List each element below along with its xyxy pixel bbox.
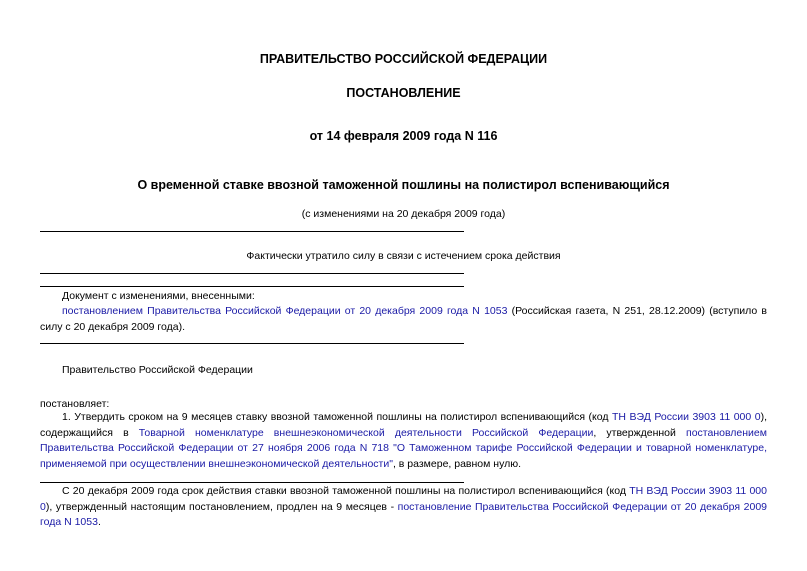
p1-text-c: , утвержденной [593,426,687,439]
changes-rest: (Российская газета, N 251, 28.12.2009) (вступило в силу с 20 декабря 2009 года). [40,305,768,333]
document-date-number: от 14 февраля 2009 года N 116 [309,129,498,143]
changes-intro: Документ с изменениями, внесенными: [62,290,255,302]
tnved-link-2[interactable]: ТН ВЭД России 3903 11 000 0 [40,485,767,513]
p1-text-d: , в размере, равном нулю. [392,457,522,470]
note-text-b: ), утвержденный настоящим постановлением, продлен на 9 месяцев - [45,500,398,513]
divider [40,482,464,483]
divider [40,343,464,344]
divider [40,231,464,232]
nomenclature-link[interactable]: Товарной номенклатуре внешнеэкономической деятельности Российской Федерации [138,426,594,439]
document-type: ПОСТАНОВЛЕНИЕ [346,86,461,100]
government-heading: ПРАВИТЕЛЬСТВО РОССИЙСКОЙ ФЕДЕРАЦИИ [259,52,548,66]
decrees-line: постановляет: [40,398,110,410]
decree-1053-link[interactable]: постановление Правительства Российской Федерации от 20 декабря 2009 года N 1053 [40,500,768,528]
divider [40,286,464,287]
paragraph-1 [40,410,767,472]
p1-text-b: ), содержащийся в [40,411,767,439]
amendment-link[interactable]: постановлением Правительства Российской Федерации от 20 декабря 2009 года N 1053 [62,305,508,317]
note-text-c: . [97,516,101,528]
amendment-note: (с изменениями на 20 декабря 2009 года) [301,208,506,220]
p1-text-a: 1. Утвердить сроком на 9 месяцев ставку ввозной таможенной пошлины на полистирол вспенивающийся (код [62,411,613,423]
government-line: Правительство Российской Федерации [62,364,253,376]
note-text-a: С 20 декабря 2009 года срок действия ставки ввозной таможенной пошлины на полистирол вспенивающийся (код [62,485,630,497]
status-note: Фактически утратило силу в связи с истечением срока действия [246,250,561,262]
tnved-link[interactable]: ТН ВЭД России 3903 11 000 0 [612,411,761,423]
document-title: О временной ставке ввозной таможенной пошлины на полистирол вспенивающийся [137,178,670,192]
changes-paragraph [40,304,767,335]
decree-718-link[interactable]: постановлением Правительства Российской Федерации от 27 ноября 2006 года N 718 "О Таможенном тарифе Российской Федерации и товарной номенклатуре, применяемой при осуществлении внешнеэкономической деятельности" [40,426,767,470]
divider [40,273,464,274]
note-paragraph [40,484,767,531]
